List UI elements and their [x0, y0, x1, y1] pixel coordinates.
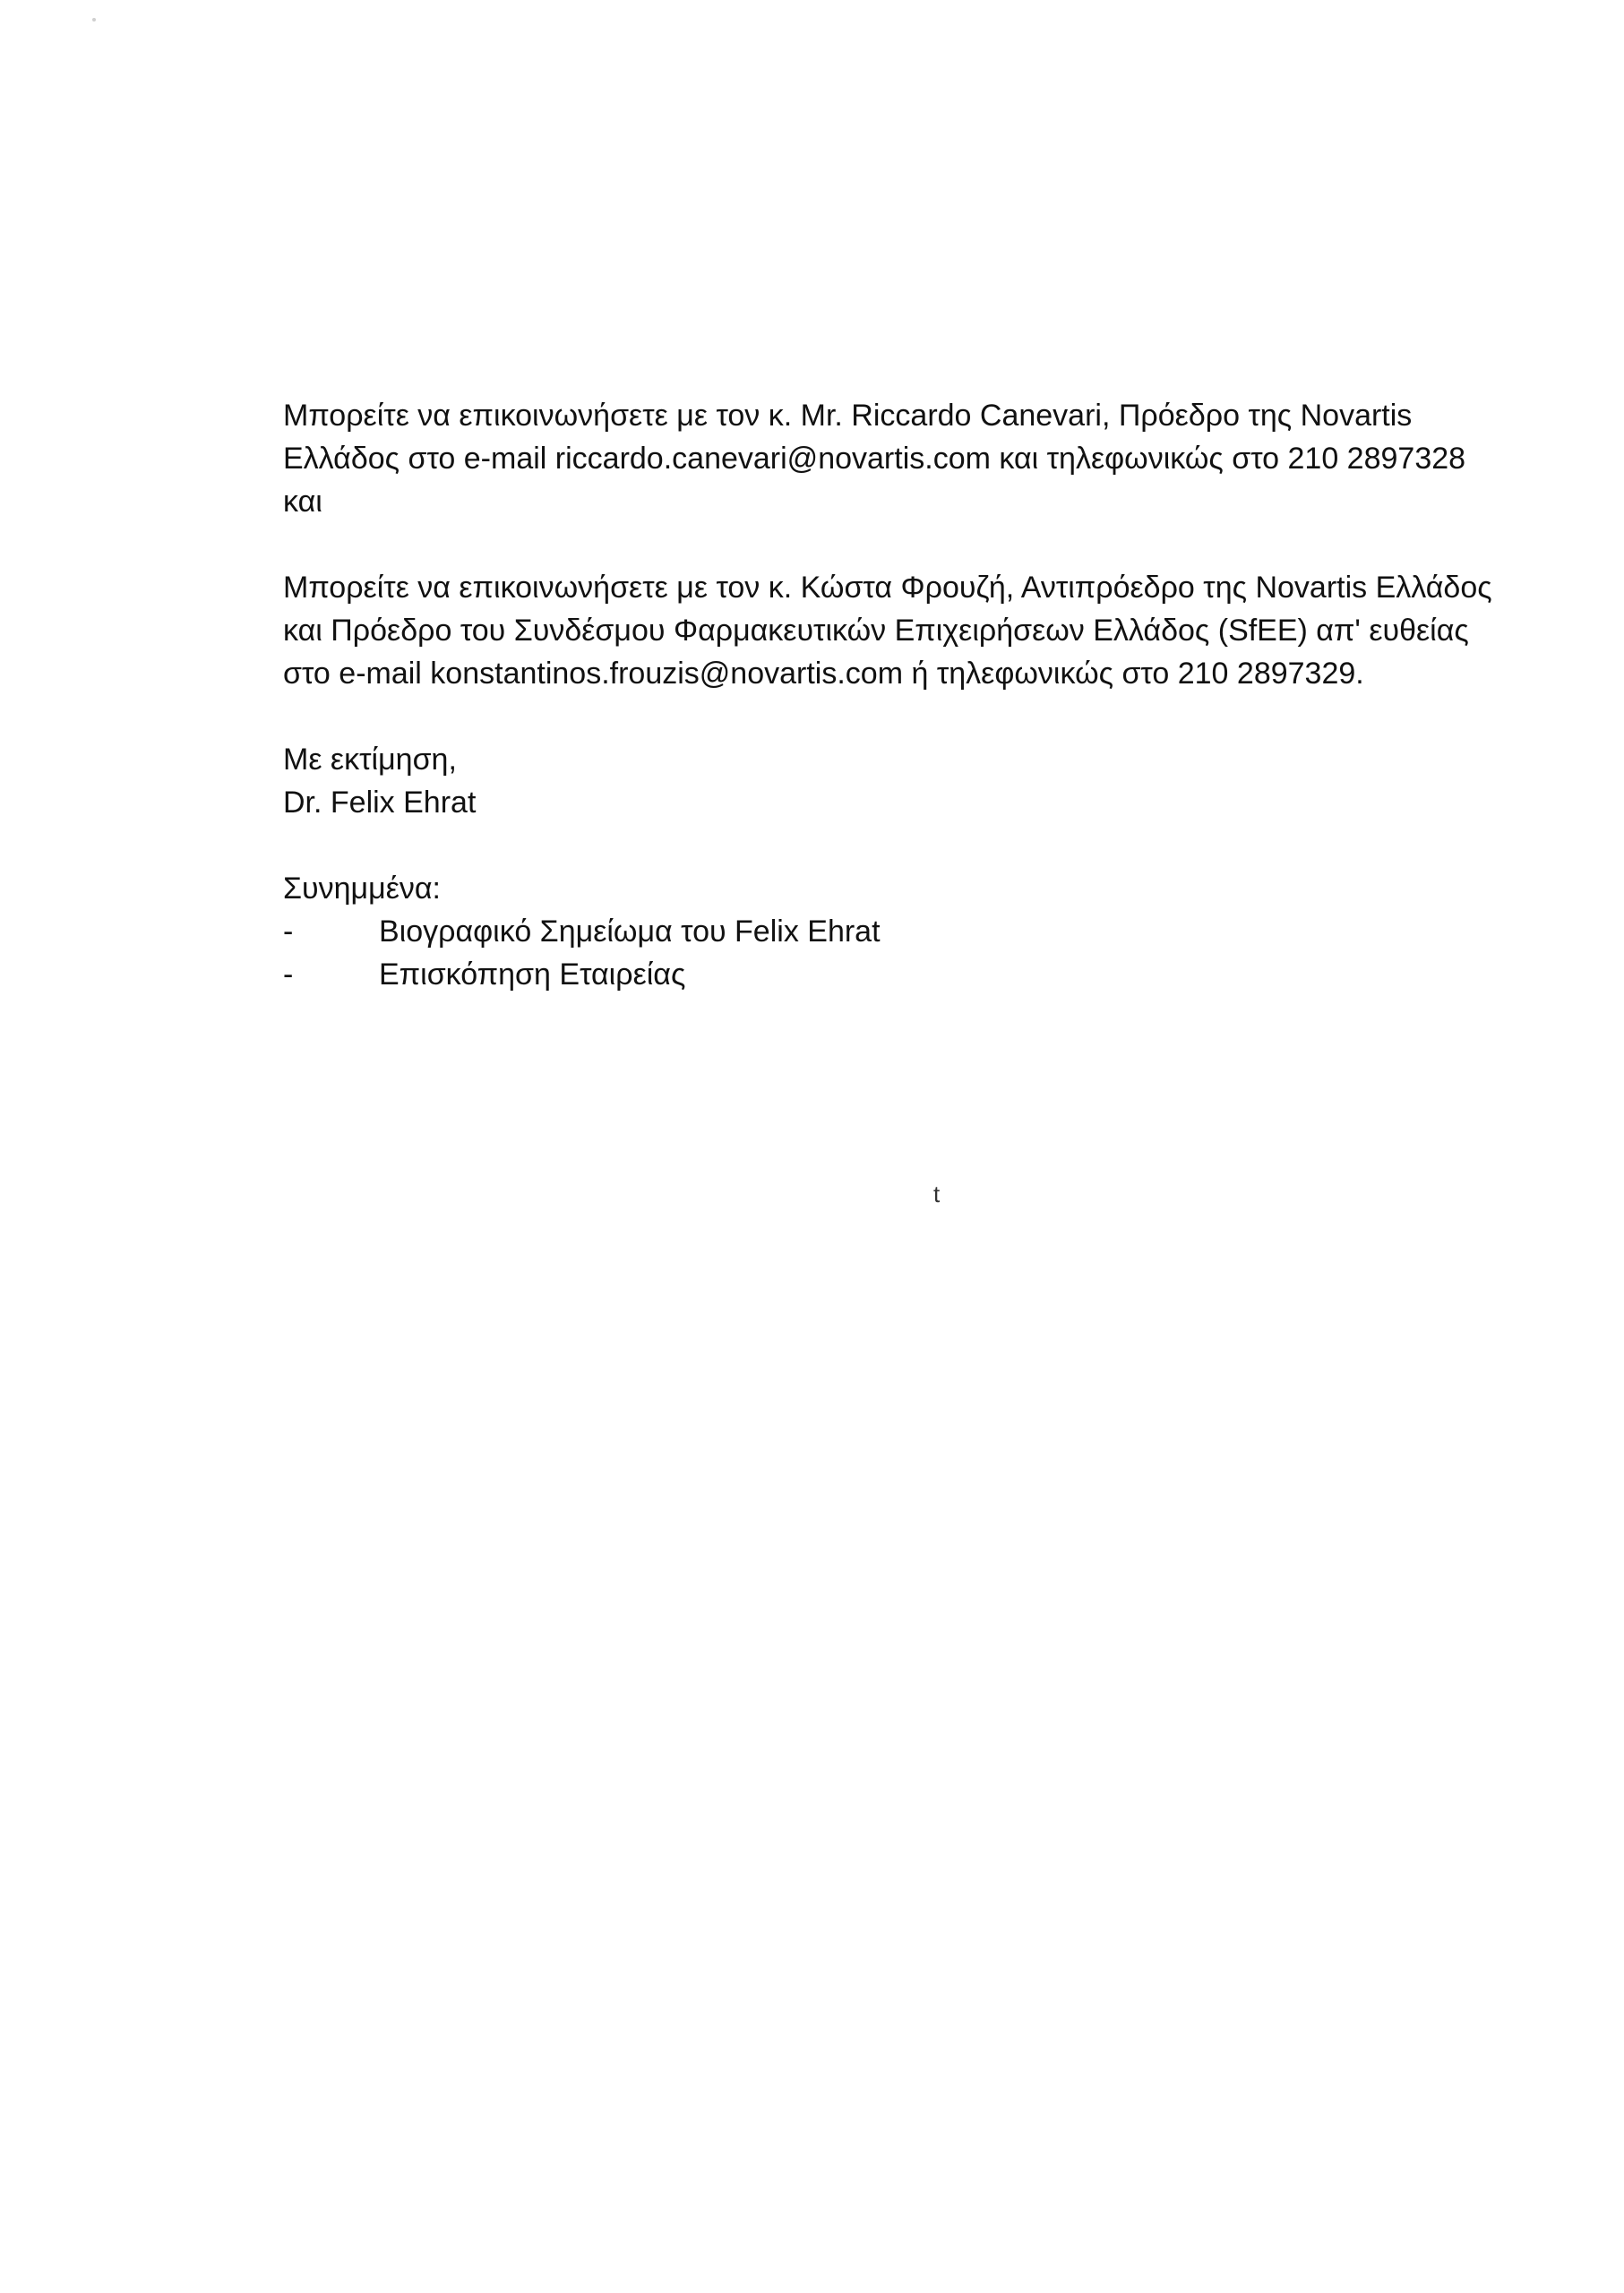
- salutation: Με εκτίμηση,: [283, 743, 457, 777]
- stray-scan-mark: t: [933, 1181, 941, 1207]
- paragraph-line: και Πρόεδρο του Συνδέσμου Φαρμακευτικών Επιχειρήσεων Ελλάδος (SfEE) απ' ευθείας: [283, 614, 1469, 648]
- closing-block: [283, 738, 1510, 824]
- paragraph-line: στο e-mail konstantinos.frouzis@novartis.com ή τηλεφωνικώς στο 210 2897329.: [283, 657, 1364, 691]
- paragraph-line: Ελλάδος στο e-mail riccardo.canevari@novartis.com και τηλεφωνικώς στο 210 2897328: [283, 442, 1466, 476]
- attachment-bullet: -: [283, 958, 294, 992]
- paragraph-spacer: [283, 523, 1510, 566]
- attachment-bullet: -: [283, 915, 294, 949]
- attachment-title: Βιογραφικό Σημείωμα του Felix Ehrat: [379, 915, 881, 949]
- scan-speck: [92, 18, 96, 21]
- contact-paragraph-canevari: [283, 394, 1510, 523]
- attachments-list: [283, 910, 1510, 996]
- signatory-name: Dr. Felix Ehrat: [283, 786, 477, 820]
- paragraph-spacer: [283, 695, 1510, 738]
- attachment-item: [283, 953, 1510, 996]
- attachments-heading: Συνημμένα:: [283, 872, 441, 906]
- paragraph-spacer: [283, 824, 1510, 867]
- attachments-block: [283, 867, 1510, 996]
- paragraph-line: Μπορείτε να επικοινωνήσετε με τον κ. Κώστα Φρουζή, Αντιπρόεδρο της Novartis Ελλάδος: [283, 571, 1492, 605]
- contact-paragraph-frouzis: [283, 566, 1510, 695]
- attachment-title: Επισκόπηση Εταιρείας: [379, 958, 686, 992]
- paragraph-line: Μπορείτε να επικοινωνήσετε με τον κ. Mr. Riccardo Canevari, Πρόεδρο της Novartis: [283, 399, 1413, 433]
- attachment-item: [283, 910, 1510, 953]
- paragraph-line: και: [283, 485, 322, 519]
- letter-body: [283, 394, 1510, 996]
